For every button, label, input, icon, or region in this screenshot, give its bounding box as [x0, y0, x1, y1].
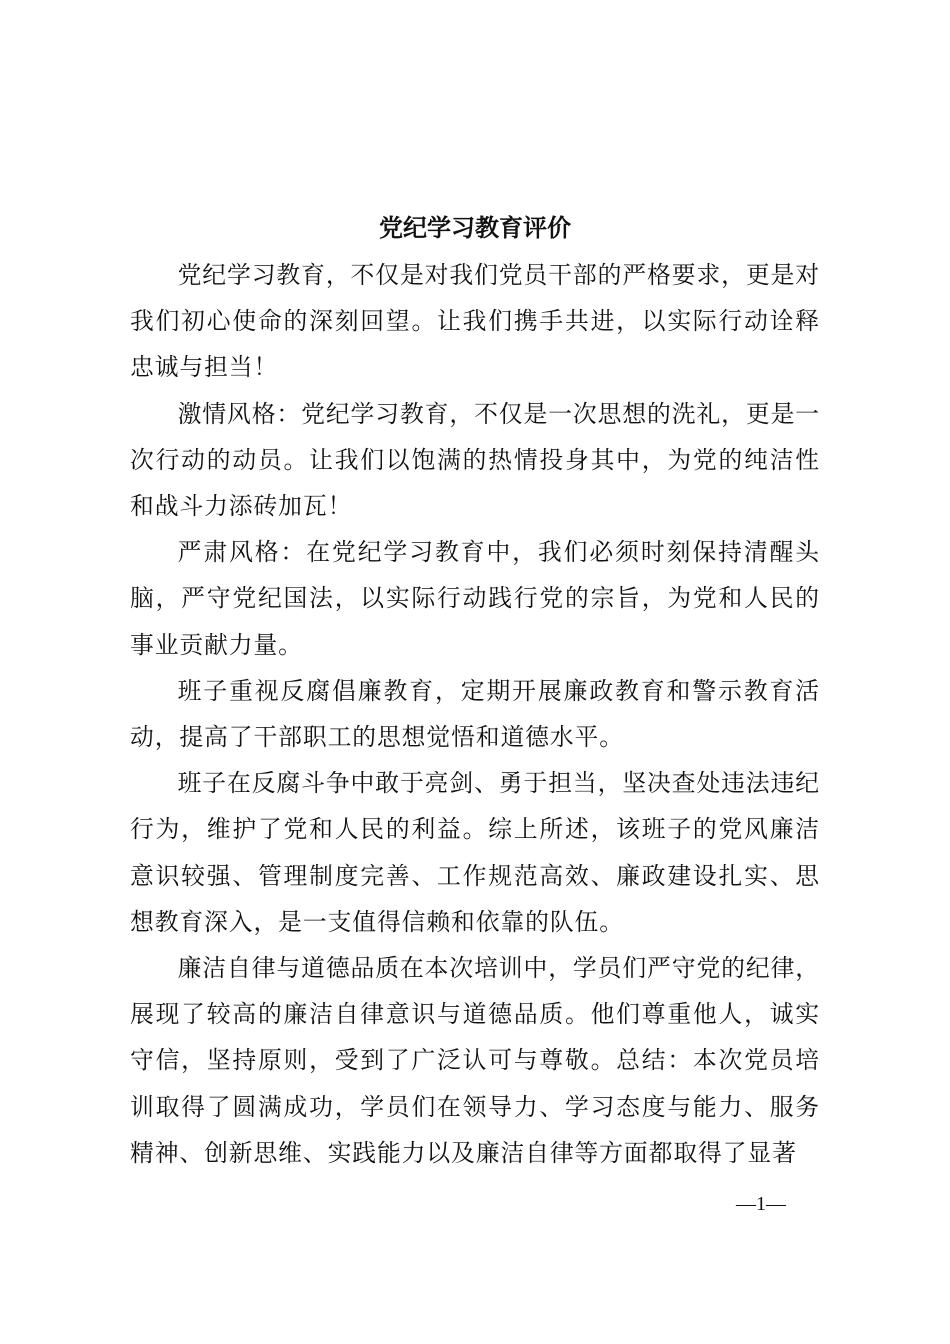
paragraph: 班子重视反腐倡廉教育，定期开展廉政教育和警示教育活动，提高了干部职工的思想觉悟和道德水平。 [130, 676, 820, 752]
paragraph: 党纪学习教育，不仅是对我们党员干部的严格要求，更是对我们初心使命的深刻回望。让我们携手共进，以实际行动诠释忠诚与担当！ [130, 261, 820, 382]
paragraph: 激情风格：党纪学习教育，不仅是一次思想的洗礼，更是一次行动的动员。让我们以饱满的热情投身其中，为党的纯洁性和战斗力添砖加瓦！ [130, 399, 820, 521]
paragraph: 班子在反腐斗争中敢于亮剑、勇于担当，坚决查处违法违纪行为，维护了党和人民的利益。综上所述，该班子的党风廉洁意识较强、管理制度完善、工作规范高效、廉政建设扎实、思想教育深入，是一支值得信赖和依靠的队伍。 [130, 769, 820, 936]
document-body [130, 252, 820, 1176]
paragraph: 廉洁自律与道德品质在本次培训中，学员们严守党的纪律，展现了较高的廉洁自律意识与道德品质。他们尊重他人，诚实守信，坚持原则，受到了广泛认可与尊敬。总结：本次党员培训取得了圆满成功，学员们在领导力、学习态度与能力、服务精神、创新思维、实践能力以及廉洁自律等方面都取得了显著 [130, 954, 820, 1167]
page-number: —1— [736, 1193, 786, 1215]
document-title: 党纪学习教育评价 [379, 213, 571, 242]
paragraph: 严肃风格：在党纪学习教育中，我们必须时刻保持清醒头脑，严守党纪国法，以实际行动践行党的宗旨，为党和人民的事业贡献力量。 [130, 538, 820, 659]
